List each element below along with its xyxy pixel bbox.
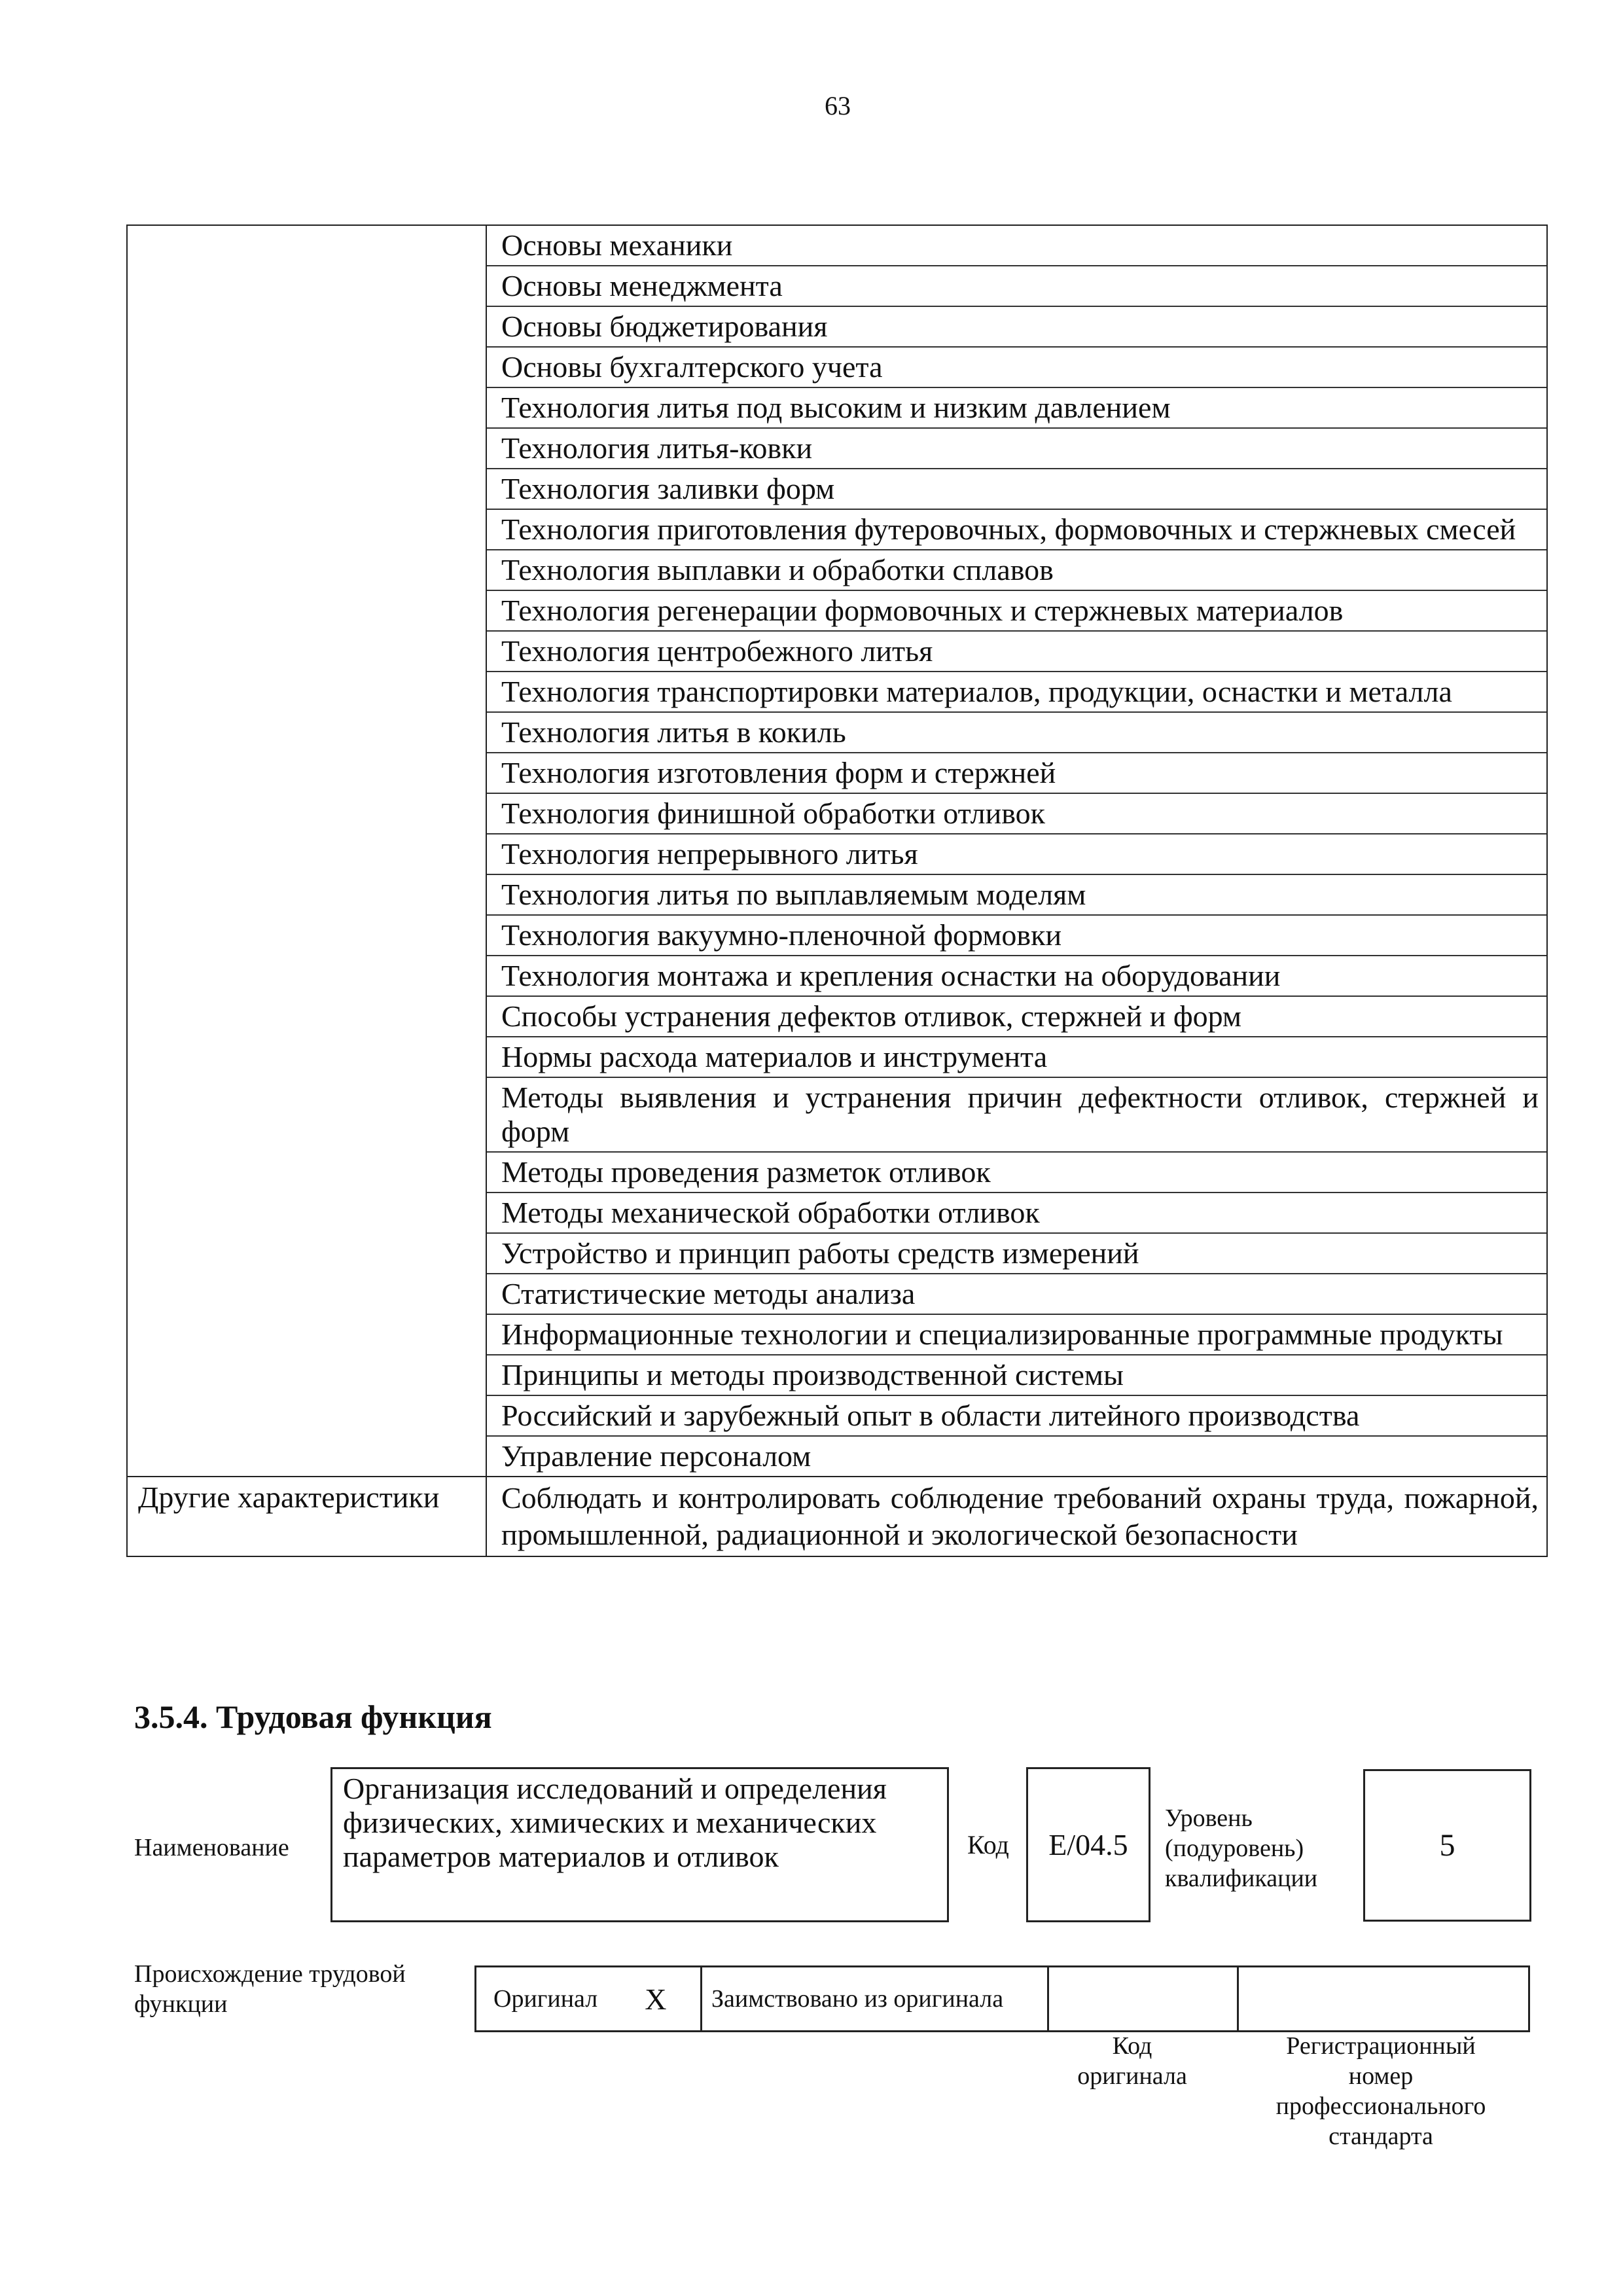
- knowledge-item: Российский и зарубежный опыт в области литейного производства: [487, 1396, 1546, 1437]
- knowledge-label-cell: [127, 225, 486, 1477]
- knowledge-row: [127, 225, 1547, 1477]
- original-code-caption: Код оригинала: [1077, 2032, 1187, 2090]
- knowledge-item: Технология монтажа и крепления оснастки на оборудовании: [487, 956, 1546, 997]
- knowledge-item: Принципы и методы производственной системы: [487, 1355, 1546, 1396]
- knowledge-item: Технология заливки форм: [487, 469, 1546, 510]
- knowledge-item: Методы механической обработки отливок: [487, 1193, 1546, 1234]
- registration-number-cell: [1237, 1965, 1530, 2032]
- level-label: Уровень (подуровень) квалификации: [1165, 1804, 1318, 1892]
- knowledge-item: Технология приготовления футеровочных, формовочных и стержневых смесей: [487, 510, 1546, 550]
- knowledge-item: Статистические методы анализа: [487, 1274, 1546, 1315]
- knowledge-item: Способы устранения дефектов отливок, стержней и форм: [487, 997, 1546, 1037]
- knowledge-item: Нормы расхода материалов и инструмента: [487, 1037, 1546, 1078]
- knowledge-item: Технология финишной обработки отливок: [487, 794, 1546, 834]
- function-name-box: [330, 1767, 949, 1922]
- knowledge-item: Управление персоналом: [501, 1439, 812, 1473]
- knowledge-item: Основы бухгалтерского учета: [487, 348, 1546, 388]
- borrowed-label: Заимствовано из оригинала: [711, 1985, 1004, 2013]
- other-characteristics-text: Соблюдать и контролировать соблюдение требований охраны труда, пожарной, промышленной, радиационной и экологической безопасности: [501, 1481, 1539, 1551]
- level-value: 5: [1439, 1828, 1455, 1863]
- knowledge-item: Основы бюджетирования: [487, 307, 1546, 348]
- other-characteristics-label-cell: [127, 1477, 486, 1556]
- knowledge-item: Технология литья по выплавляемым моделям: [487, 875, 1546, 916]
- knowledge-item: Технология литья под высоким и низким давлением: [487, 388, 1546, 429]
- knowledge-item: Технология вакуумно-пленочной формовки: [487, 916, 1546, 956]
- borrowed-cell: [700, 1965, 1049, 2032]
- origin-label: Происхождение трудовой функции: [134, 1960, 406, 2018]
- knowledge-item: Основы менеджмента: [487, 266, 1546, 307]
- knowledge-item: Технология литья в кокиль: [487, 713, 1546, 753]
- code-label: Код: [967, 1830, 1009, 1859]
- origin-row: [474, 1965, 1530, 2032]
- level-value-box: [1363, 1769, 1531, 1922]
- function-name-label: Наименование: [134, 1834, 289, 1861]
- original-label: Оригинал: [493, 1985, 598, 2013]
- knowledge-item: Технология непрерывного литья: [487, 834, 1546, 875]
- other-characteristics-label: Другие характеристики: [138, 1480, 440, 1514]
- knowledge-item: Информационные технологии и специализированные программные продукты: [487, 1315, 1546, 1355]
- knowledge-item: Технология транспортировки материалов, продукции, оснастки и металла: [487, 672, 1546, 713]
- knowledge-item: Устройство и принцип работы средств измерений: [487, 1234, 1546, 1274]
- registration-number-caption: Регистрационный номер профессионального стандарта: [1275, 2032, 1486, 2150]
- original-cell: [474, 1965, 702, 2032]
- knowledge-table: [126, 224, 1548, 1557]
- original-mark: X: [645, 1982, 667, 2016]
- knowledge-item: Методы выявления и устранения причин дефектности отливок, стержней и форм: [487, 1078, 1546, 1153]
- code-value: E/04.5: [1048, 1828, 1128, 1861]
- other-characteristics-row: [127, 1477, 1547, 1556]
- knowledge-item: Технология выплавки и обработки сплавов: [487, 550, 1546, 591]
- knowledge-item: Технология литья-ковки: [487, 429, 1546, 469]
- page-number: 63: [825, 91, 851, 120]
- knowledge-item: Методы проведения разметок отливок: [487, 1153, 1546, 1193]
- knowledge-item: Технология центробежного литья: [487, 632, 1546, 672]
- knowledge-list-cell: [486, 225, 1547, 1477]
- knowledge-item: Технология изготовления форм и стержней: [487, 753, 1546, 794]
- knowledge-item: Основы механики: [487, 226, 1546, 266]
- knowledge-list: [487, 226, 1546, 1476]
- other-characteristics-text-cell: [486, 1477, 1547, 1556]
- function-name-value: Организация исследований и определения физических, химических и механических параметров материалов и отливок: [343, 1772, 887, 1873]
- section-title: 3.5.4. Трудовая функция: [134, 1698, 492, 1735]
- original-code-cell: [1047, 1965, 1239, 2032]
- code-value-box: [1026, 1767, 1150, 1922]
- knowledge-item: Технология регенерации формовочных и стержневых материалов: [487, 591, 1546, 632]
